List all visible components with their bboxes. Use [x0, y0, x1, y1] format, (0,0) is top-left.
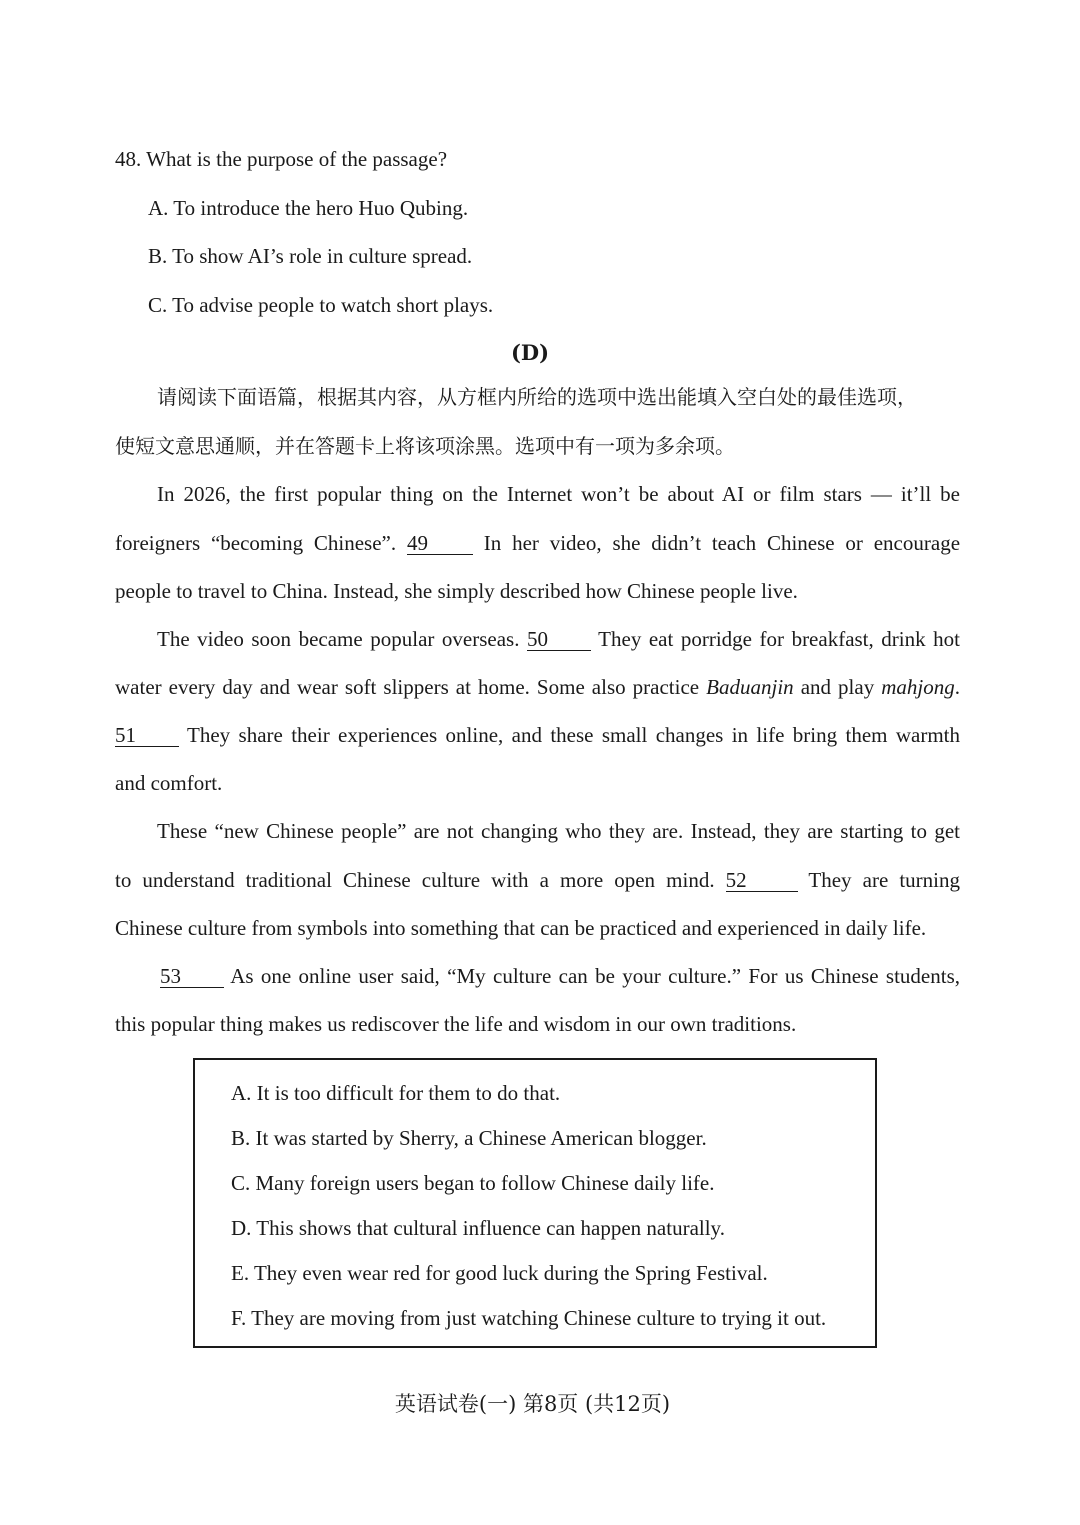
passage-p1-line-3: people to travel to China. Instead, she simply described how Chinese people live.: [115, 579, 798, 603]
question-48-option-c: C. To advise people to watch short plays.: [148, 293, 494, 317]
passage-p3-line-2: [115, 866, 960, 894]
section-d-title: (D): [510, 340, 550, 365]
section-d-instruction-line-2: 使短文意思通顺，并在答题卡上将该项涂黑。选项中有一项为多余项。: [115, 434, 735, 458]
blank-52: 52: [726, 869, 798, 892]
options-box: [193, 1058, 877, 1348]
passage-p2-line-4: and comfort.: [115, 771, 223, 795]
passage-p4-line-2: this popular thing makes us rediscover the life and wisdom in our own traditions.: [115, 1012, 797, 1036]
page-footer: 英语试卷(一) 第8页 (共12页): [394, 1392, 671, 1416]
passage-p2-line-1: [157, 625, 960, 653]
choice-a: A. It is too difficult for them to do that.: [231, 1081, 561, 1105]
passage-p2-line-2-text: water every day and wear soft slippers at home. Some also practice: [115, 675, 700, 699]
passage-p1-line-2-text-after: In her video, she didn’t teach Chinese or encourage: [483, 531, 961, 555]
choice-e: E. They even wear red for good luck during the Spring Festival.: [231, 1261, 768, 1285]
term-baduanjin: Baduanjin: [706, 675, 794, 699]
passage-p3-line-1: These “new Chinese people” are not changing who they are. Instead, they are starting to get: [157, 819, 960, 843]
blank-50: 50: [527, 628, 591, 651]
passage-p1-line-1: In 2026, the first popular thing on the Internet won’t be about AI or film stars — it’ll be: [157, 482, 960, 506]
passage-p4-line-1: [160, 962, 960, 990]
passage-p3-line-2-text: to understand traditional Chinese culture with a more open mind.: [115, 868, 715, 892]
choice-b: B. It was started by Sherry, a Chinese American blogger.: [231, 1126, 707, 1150]
term-mahjong: mahjong: [881, 675, 955, 699]
passage-p3-line-3: Chinese culture from symbols into something that can be practiced and experienced in daily life.: [115, 916, 927, 940]
passage-p2-line-1-text-after: They eat porridge for breakfast, drink hot: [598, 627, 961, 651]
choice-c: C. Many foreign users began to follow Chinese daily life.: [231, 1171, 715, 1195]
choice-d: D. This shows that cultural influence can happen naturally.: [231, 1216, 725, 1240]
blank-51: 51: [115, 724, 179, 747]
passage-p2-line-2-text-middle: and play: [800, 675, 875, 699]
passage-p2-line-1-text: The video soon became popular overseas.: [157, 627, 520, 651]
passage-p2-line-3-text: They share their experiences online, and these small changes in life bring them warmth: [187, 723, 960, 747]
blank-53: 53: [160, 965, 224, 988]
passage-p2-line-2: [115, 673, 960, 701]
section-d-instruction-line-1: 请阅读下面语篇，根据其内容，从方框内所给的选项中选出能填入空白处的最佳选项，: [157, 385, 917, 409]
passage-p2-line-2-period: .: [954, 675, 961, 699]
passage-p2-line-2-end-group: [881, 675, 960, 699]
passage-p2-line-3: [115, 721, 960, 749]
choice-f: F. They are moving from just watching Chinese culture to trying it out.: [231, 1306, 827, 1330]
passage-p3-line-2-text-after: They are turning: [808, 868, 961, 892]
question-48-stem: 48. What is the purpose of the passage?: [115, 147, 448, 171]
passage-p1-line-2: [115, 529, 960, 557]
question-48-option-a: A. To introduce the hero Huo Qubing.: [148, 196, 469, 220]
blank-49: 49: [407, 532, 473, 555]
passage-p1-line-2-text: foreigners “becoming Chinese”.: [115, 531, 397, 555]
passage-p4-line-1-text: As one online user said, “My culture can be your culture.” For us Chinese students,: [230, 964, 960, 988]
question-48-option-b: B. To show AI’s role in culture spread.: [148, 244, 473, 268]
